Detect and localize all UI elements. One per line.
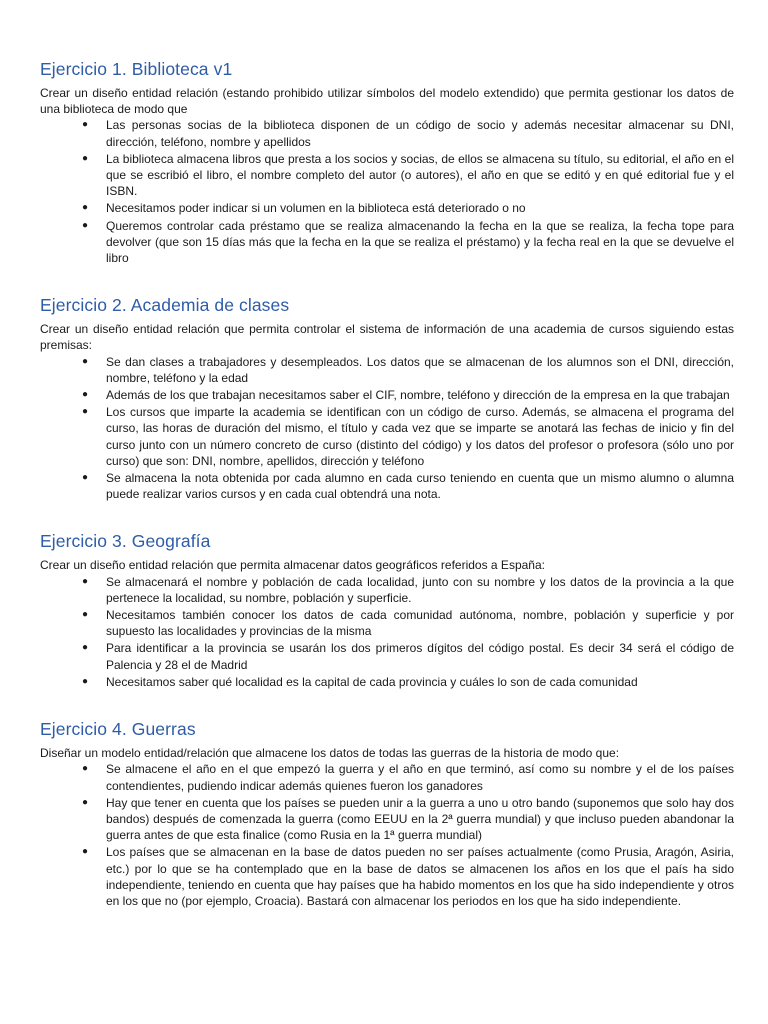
exercise-title: Ejercicio 2. Academia de clases bbox=[40, 295, 290, 316]
list-item-text: Queremos controlar cada préstamo que se realiza almacenando la fecha en la que se realiza, la fecha tope para devolver (que son 15 días más que la fecha en la que se realiza el préstamo) y la fecha real en la que se devuelve el libro bbox=[106, 218, 734, 266]
list-item bbox=[82, 354, 734, 386]
exercise-3 bbox=[40, 530, 734, 690]
list-item-text: Hay que tener en cuenta que los países se pueden unir a la guerra a uno u otro bando (suponemos que solo hay dos bandos) después de comenzada la guerra (como EEUU en la 2ª guerra mundial) y que incluso pueden abandonar la guerra antes de que esta finalice (como Rusia en la 1ª guerra mundial) bbox=[106, 795, 734, 843]
list-item-text: La biblioteca almacena libros que presta a los socios y socias, de ellos se almacena su título, su editorial, el año en el que se escribió el libro, el nombre completo del autor (o autores), el año en que se editó y en qué editorial fue y el ISBN. bbox=[106, 151, 734, 199]
requirements-list bbox=[40, 574, 734, 690]
exercise-title: Ejercicio 1. Biblioteca v1 bbox=[40, 59, 233, 79]
list-item bbox=[82, 387, 734, 403]
list-item bbox=[82, 844, 734, 909]
requirements-list bbox=[40, 117, 734, 266]
exercise-4 bbox=[40, 718, 734, 909]
list-item-text: Se almacenará el nombre y población de cada localidad, junto con su nombre y los datos de la provincia a la que pertenece la localidad, su nombre, población y superficie. bbox=[106, 574, 734, 605]
list-item-text: Se almacene el año en el que empezó la guerra y el año en que terminó, así como su nombre y el de los países contendientes, pudiendo indicar además quienes fueron los ganadores bbox=[106, 762, 734, 793]
bullet-icon: ● bbox=[82, 575, 89, 587]
bullet-icon: ● bbox=[82, 796, 89, 808]
bullet-icon: ● bbox=[82, 219, 89, 231]
bullet-icon: ● bbox=[82, 642, 89, 654]
list-item-text: Para identificar a la provincia se usarán los dos primeros dígitos del código postal. Es decir 34 será el código de Palencia y 28 el de Madrid bbox=[106, 641, 734, 672]
bullet-icon: ● bbox=[82, 472, 89, 484]
bullet-icon: ● bbox=[82, 406, 89, 418]
list-item bbox=[82, 607, 734, 639]
bullet-icon: ● bbox=[82, 355, 89, 367]
list-item-text: Los países que se almacenan en la base de datos pueden no ser países actualmente (como Prusia, Aragón, Asiria, etc.) por lo que se ha contemplado que en la base de datos se almacenen los años en los que el país ha sido independiente, teniendo en cuenta que hay países que ha habido momentos en los que ha sido independiente y otros en los que no (por ejemplo, Croacia). Bastará con almacenar los periodos en los que ha sido independiente. bbox=[106, 845, 734, 908]
list-item bbox=[82, 574, 734, 606]
list-item bbox=[82, 117, 734, 149]
list-item bbox=[82, 470, 734, 502]
exercise-intro: Crear un diseño entidad relación (estando prohibido utilizar símbolos del modelo extendido) que permita gestionar los datos de una biblioteca de modo que bbox=[40, 86, 734, 117]
list-item-text: Necesitamos poder indicar si un volumen en la biblioteca está deteriorado o no bbox=[106, 201, 526, 216]
list-item bbox=[82, 404, 734, 469]
exercise-intro: Diseñar un modelo entidad/relación que almacene los datos de todas las guerras de la historia de modo que: bbox=[40, 746, 620, 761]
list-item bbox=[82, 674, 734, 690]
bullet-icon: ● bbox=[82, 763, 89, 775]
list-item bbox=[82, 640, 734, 672]
exercise-title: Ejercicio 4. Guerras bbox=[40, 719, 196, 740]
list-item bbox=[82, 218, 734, 267]
list-item-text: Además de los que trabajan necesitamos saber el CIF, nombre, teléfono y dirección de la empresa en la que trabajan bbox=[106, 388, 730, 403]
list-item-text: Los cursos que imparte la academia se identifican con un código de curso. Además, se almacena el programa del curso, las horas de duración del mismo, el título y cada vez que se imparte se anotará las fechas de inicio y fin del curso junto con un número concreto de curso (distinto del código) y los datos del profesor o profesora (sólo uno por curso) que son: DNI, nombre, apellidos, dirección y teléfono bbox=[106, 405, 734, 468]
exercise-title: Ejercicio 3. Geografía bbox=[40, 531, 211, 552]
bullet-icon: ● bbox=[82, 202, 89, 214]
exercise-2 bbox=[40, 294, 734, 502]
list-item-text: Se almacena la nota obtenida por cada alumno en cada curso teniendo en cuenta que un mismo alumno o alumna puede realizar varios cursos y en cada cual obtendrá una nota. bbox=[106, 471, 734, 502]
exercise-intro: Crear un diseño entidad relación que permita almacenar datos geográficos referidos a España: bbox=[40, 558, 545, 573]
exercise-intro: Crear un diseño entidad relación que permita controlar el sistema de información de una academia de cursos siguiendo estas premisas: bbox=[40, 322, 734, 353]
list-item-text: Las personas socias de la biblioteca disponen de un código de socio y además necesitar almacenar su DNI, dirección, teléfono, nombre y apellidos bbox=[106, 118, 734, 149]
bullet-icon: ● bbox=[82, 389, 89, 401]
bullet-icon: ● bbox=[82, 675, 89, 687]
list-item bbox=[82, 761, 734, 793]
list-item-text: Necesitamos también conocer los datos de cada comunidad autónoma, nombre, población y superficie y por supuesto las localidades y provincias de la misma bbox=[106, 608, 734, 639]
list-item bbox=[82, 200, 734, 216]
list-item bbox=[82, 795, 734, 844]
list-item-text: Necesitamos saber qué localidad es la capital de cada provincia y cuáles lo son de cada comunidad bbox=[106, 674, 638, 689]
bullet-icon: ● bbox=[82, 846, 89, 858]
list-item-text: Se dan clases a trabajadores y desempleados. Los datos que se almacenan de los alumnos son el DNI, dirección, nombre, teléfono y la edad bbox=[106, 354, 734, 385]
exercise-1 bbox=[40, 58, 734, 266]
bullet-icon: ● bbox=[82, 152, 89, 164]
bullet-icon: ● bbox=[82, 609, 89, 621]
requirements-list bbox=[40, 354, 734, 503]
list-item bbox=[82, 151, 734, 200]
requirements-list bbox=[40, 761, 734, 909]
bullet-icon: ● bbox=[82, 119, 89, 131]
